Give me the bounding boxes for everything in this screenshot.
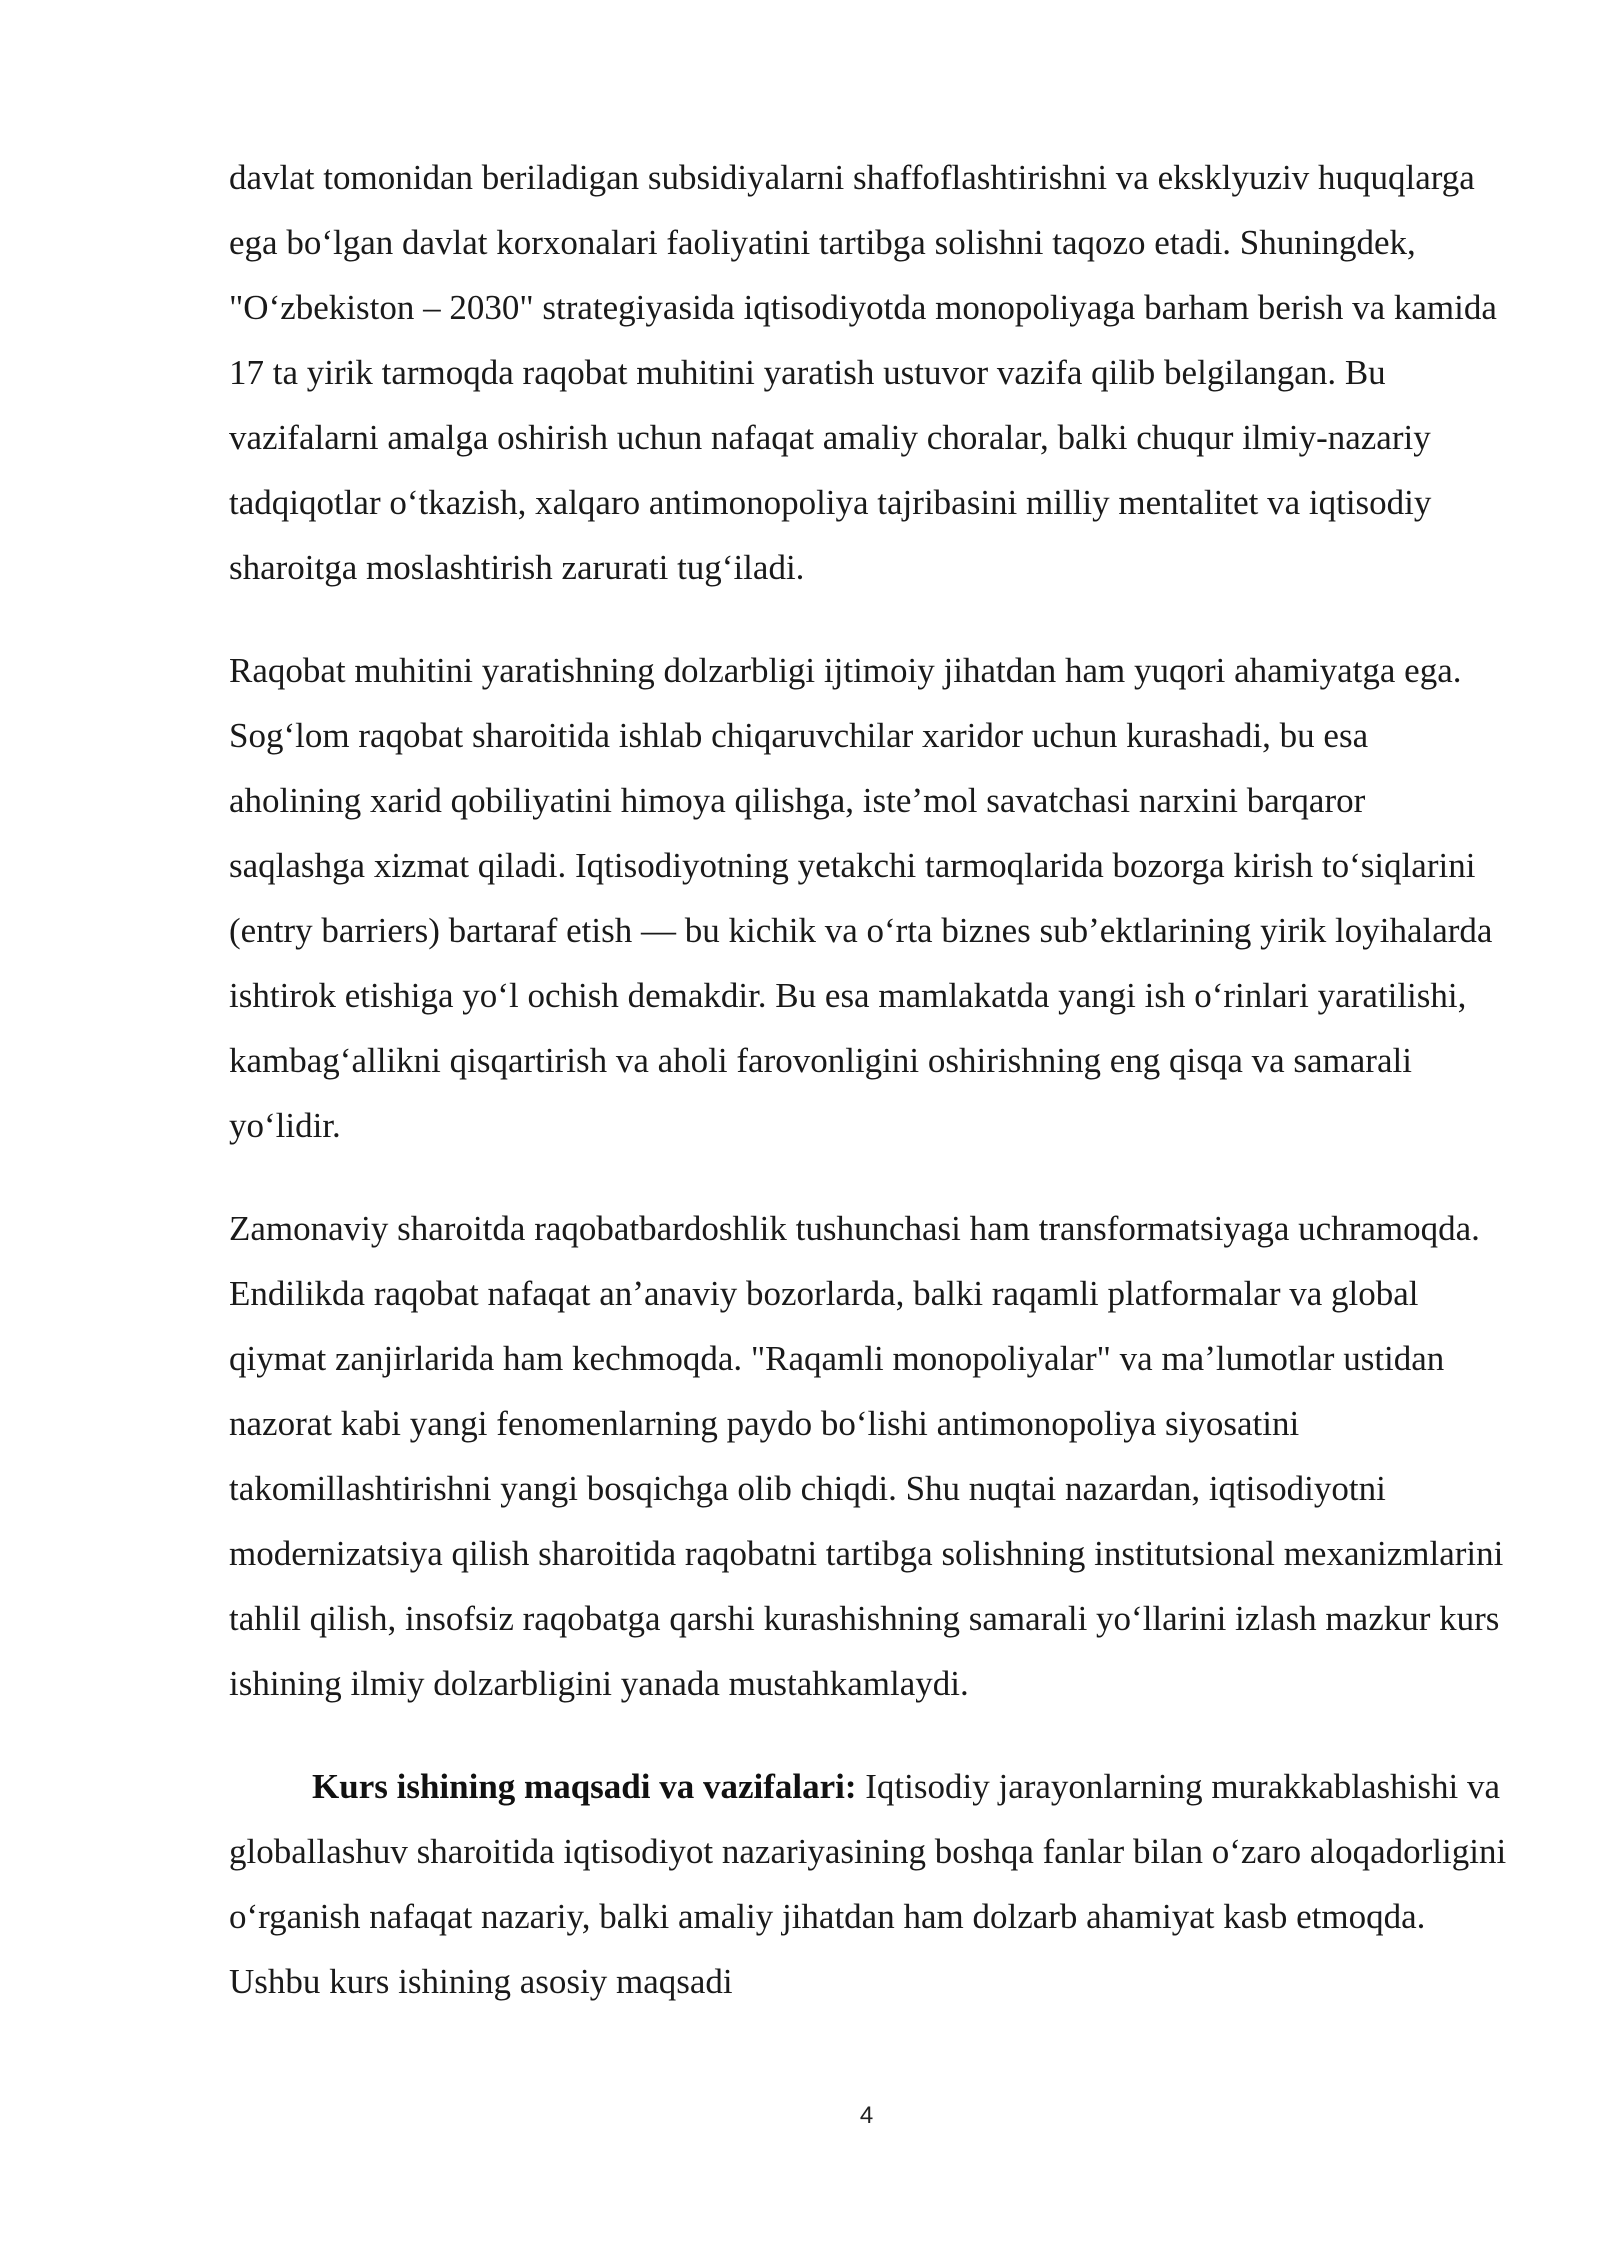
section-paragraph xyxy=(229,1754,1509,2014)
page-number: 4 xyxy=(859,2102,874,2129)
paragraph-1: davlat tomonidan beriladigan subsidiyalarni shaffoflashtirishni va eksklyuziv huquqlarga ega boʻlgan davlat korxonalari faoliyatini tartibga solishni taqozo etadi. Shuningdek, "Oʻzbekiston – 2030" strategiyasida iqtisodiyotda monopoliyaga barham berish va kamida 17 ta yirik tarmoqda raqobat muhitini yaratish ustuvor vazifa qilib belgilangan. Bu vazifalarni amalga oshirish uchun nafaqat amaliy choralar, balki chuqur ilmiy-nazariy tadqiqotlar oʻtkazish, xalqaro antimonopoliya tajribasini milliy mentalitet va iqtisodiy sharoitga moslashtirish zarurati tugʻiladi. xyxy=(229,158,1497,587)
paragraph-2: Raqobat muhitini yaratishning dolzarbligi ijtimoiy jihatdan ham yuqori ahamiyatga ega. Sogʻlom raqobat sharoitida ishlab chiqaruvchilar xaridor uchun kurashadi, bu esa aholining xarid qobiliyatini himoya qilishga, isteʼmol savatchasi narxini barqaror saqlashga xizmat qiladi. Iqtisodiyotning yetakchi tarmoqlarida bozorga kirish toʻsiqlarini (entry barriers) bartaraf etish — bu kichik va oʻrta biznes subʼektlarining yirik loyihalarda ishtirok etishiga yoʻl ochish demakdir. Bu esa mamlakatda yangi ish oʻrinlari yaratilishi, kambagʻallikni qisqartirish va aholi farovonligini oshirishning eng qisqa va samarali yoʻlidir. xyxy=(229,651,1493,1145)
section-text: Iqtisodiy jarayonlarning murakkablashishi va globallashuv sharoitida iqtisodiyot nazariyasining boshqa fanlar bilan oʻzaro aloqadorligini oʻrganish nafaqat nazariy, balki amaliy jihatdan ham dolzarb ahamiyat kasb etmoqda. Ushbu kurs ishining asosiy maqsadi xyxy=(229,1767,1507,2001)
paragraph-3: Zamonaviy sharoitda raqobatbardoshlik tushunchasi ham transformatsiyaga uchramoqda. Endilikda raqobat nafaqat anʼanaviy bozorlarda, balki raqamli platformalar va global qiymat zanjirlarida ham kechmoqda. "Raqamli monopoliyalar" va maʼlumotlar ustidan nazorat kabi yangi fenomenlarning paydo boʻlishi antimonopoliya siyosatini takomillashtirishni yangi bosqichga olib chiqdi. Shu nuqtai nazardan, iqtisodiyotni modernizatsiya qilish sharoitida raqobatni tartibga solishning institutsional mexanizmlarini tahlil qilish, insofsiz raqobatga qarshi kurashishning samarali yoʻllarini izlash mazkur kurs ishining ilmiy dolzarbligini yanada mustahkamlaydi. xyxy=(229,1209,1504,1703)
body-text-column xyxy=(229,145,1509,2052)
section-heading: Kurs ishining maqsadi va vazifalari: xyxy=(312,1767,857,1806)
